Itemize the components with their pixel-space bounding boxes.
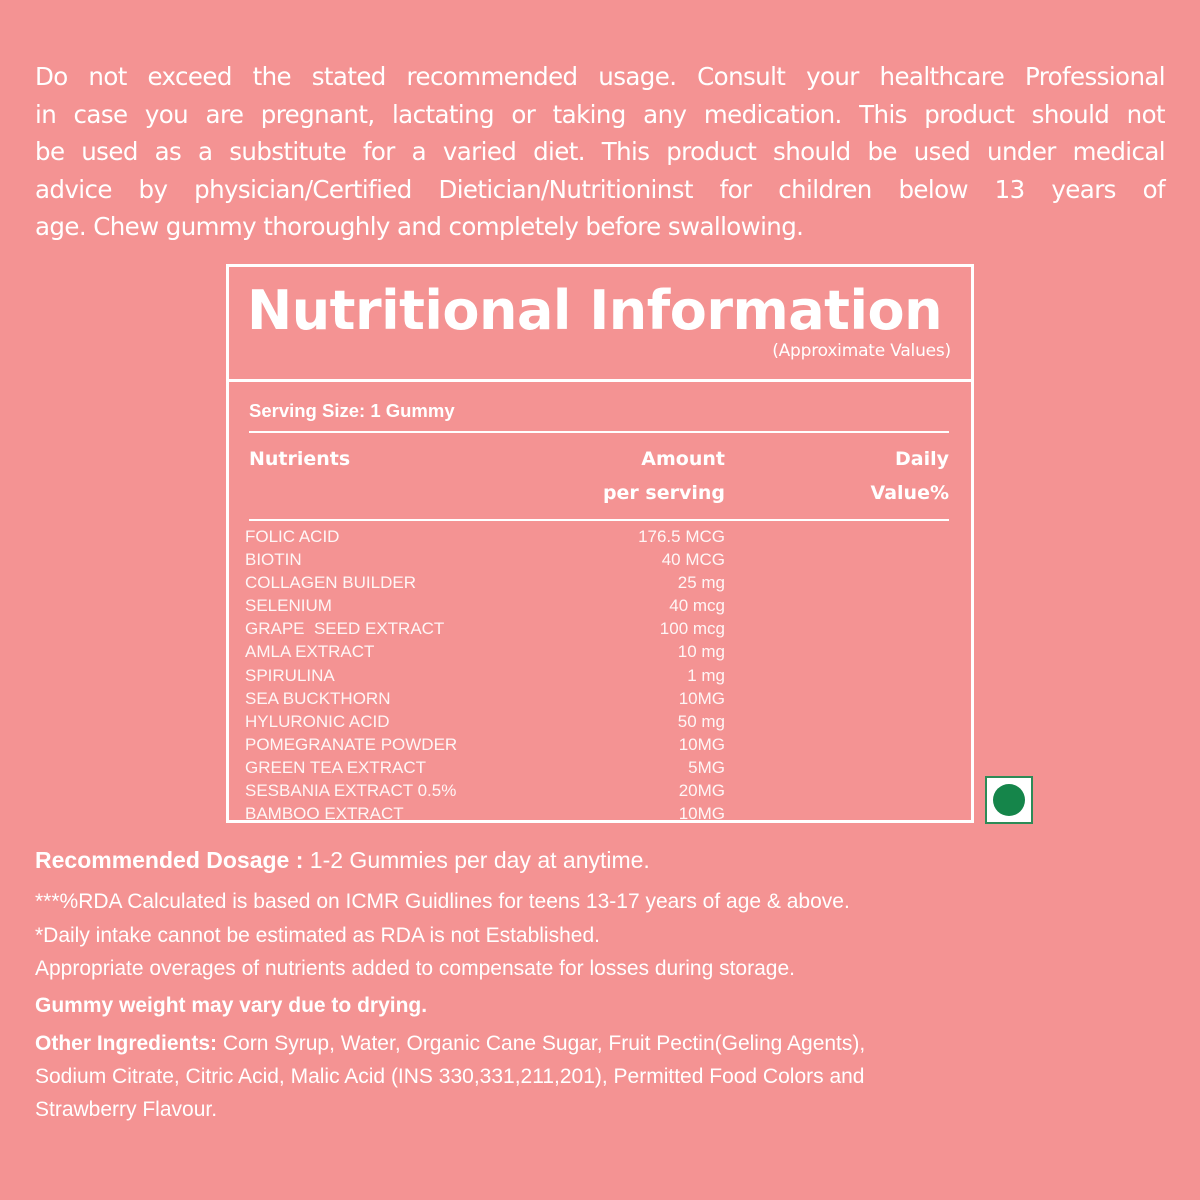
- nutrient-name: FOLIC ACID: [245, 527, 340, 546]
- warning-line: age. Chew gummy thoroughly and completely before swallowing.: [35, 212, 804, 241]
- nutrient-amount: 1 mg: [687, 665, 725, 685]
- dosage-label: Recommended Dosage :: [35, 847, 304, 873]
- product-notes: [35, 843, 1175, 1126]
- ingredients-label: Other Ingredients:: [35, 1031, 218, 1055]
- table-row: [245, 802, 725, 825]
- ingredients-text: Strawberry Flavour.: [35, 1097, 218, 1121]
- nutrient-amount: 50 mg: [677, 711, 725, 731]
- divider: [249, 519, 949, 521]
- nutrient-name: HYLURONIC ACID: [245, 711, 390, 731]
- column-header-nutrients: Nutrients: [249, 448, 351, 470]
- table-row: [245, 594, 725, 617]
- nutrient-amount: 10 mg: [677, 642, 725, 662]
- panel-title: Nutritional Information: [247, 279, 943, 342]
- nutrient-name: BAMBOO EXTRACT: [245, 804, 404, 824]
- usage-warning: [35, 58, 1165, 246]
- nutrient-name: AMLA EXTRACT: [245, 642, 375, 662]
- table-row: [245, 617, 725, 640]
- recommended-dosage: [35, 843, 1175, 877]
- panel-subtitle: (Approximate Values): [772, 341, 951, 361]
- nutrient-name: SESBANIA EXTRACT 0.5%: [245, 781, 457, 801]
- nutrient-amount: 5MG: [688, 757, 725, 777]
- nutrition-panel: [226, 264, 974, 823]
- table-row: [245, 756, 725, 779]
- nutrient-amount: 176.5 MCG: [638, 527, 725, 546]
- nutrient-amount: 25 mg: [677, 573, 725, 593]
- nutrient-name: POMEGRANATE POWDER: [245, 734, 458, 754]
- nutrient-name: SPIRULINA: [245, 665, 335, 685]
- nutrient-amount: 100 mcg: [659, 619, 725, 639]
- table-row: [245, 710, 725, 733]
- veg-dot-icon: [993, 784, 1025, 816]
- dosage-value: 1-2 Gummies per day at anytime.: [303, 847, 650, 873]
- table-row: [245, 779, 725, 802]
- other-ingredients: [35, 1027, 1175, 1126]
- warning-line: advice by physician/Certified Dietician/Nutritioninst for children below 13 years of: [35, 174, 1165, 204]
- warning-line: be used as a substitute for a varied diet. This product should be used under medical: [35, 137, 1165, 166]
- nutrient-name: SEA BUCKTHORN: [245, 688, 391, 708]
- ingredients-text: Corn Syrup, Water, Organic Cane Sugar, Fruit Pectin(Geling Agents),: [217, 1031, 866, 1055]
- serving-size: Serving Size: 1 Gummy: [249, 400, 455, 421]
- fine-print: [35, 885, 1175, 986]
- rda-note: ***%RDA Calculated is based on ICMR Guidlines for teens 13-17 years of age & above.: [35, 890, 850, 913]
- table-row: [245, 640, 725, 663]
- nutrient-name: SELENIUM: [245, 596, 332, 616]
- nutrient-amount: 10MG: [678, 688, 725, 708]
- nutrition-panel-header: [229, 267, 971, 382]
- nutrient-name: BIOTIN: [245, 550, 302, 570]
- nutrient-amount: 10MG: [678, 734, 725, 754]
- nutrient-name: COLLAGEN BUILDER: [245, 573, 416, 593]
- table-row: [245, 664, 725, 687]
- table-row: [245, 687, 725, 710]
- nutrient-amount: 10MG: [678, 804, 725, 824]
- ingredients-text: Sodium Citrate, Citric Acid, Malic Acid (INS 330,331,211,201), Permitted Food Colors and: [35, 1064, 865, 1088]
- nutrient-amount: 40 MCG: [661, 550, 725, 570]
- table-row: [245, 548, 725, 571]
- nutrient-table: [245, 525, 725, 825]
- nutrient-name: GRAPE SEED EXTRACT: [245, 619, 445, 639]
- divider: [249, 431, 949, 433]
- column-header-amount: Amount per serving: [602, 448, 725, 504]
- weight-note: Gummy weight may vary due to drying.: [35, 993, 428, 1017]
- nutrient-amount: 40 mcg: [669, 596, 725, 616]
- nutrient-name: GREEN TEA EXTRACT: [245, 757, 427, 777]
- column-header-daily-value: Daily Value%: [870, 448, 949, 504]
- daily-intake-note: *Daily intake cannot be estimated as RDA is not Established.: [35, 923, 600, 947]
- warning-line: in case you are pregnant, lactating or taking any medication. This product should not: [35, 99, 1165, 129]
- table-row: [245, 525, 725, 548]
- table-row: [245, 733, 725, 756]
- table-row: [245, 571, 725, 594]
- overages-note: Appropriate overages of nutrients added to compensate for losses during storage.: [35, 957, 795, 980]
- veg-symbol-icon: [985, 776, 1033, 824]
- warning-line: Do not exceed the stated recommended usage. Consult your healthcare Professional: [35, 62, 1165, 91]
- nutrient-amount: 20MG: [678, 781, 725, 801]
